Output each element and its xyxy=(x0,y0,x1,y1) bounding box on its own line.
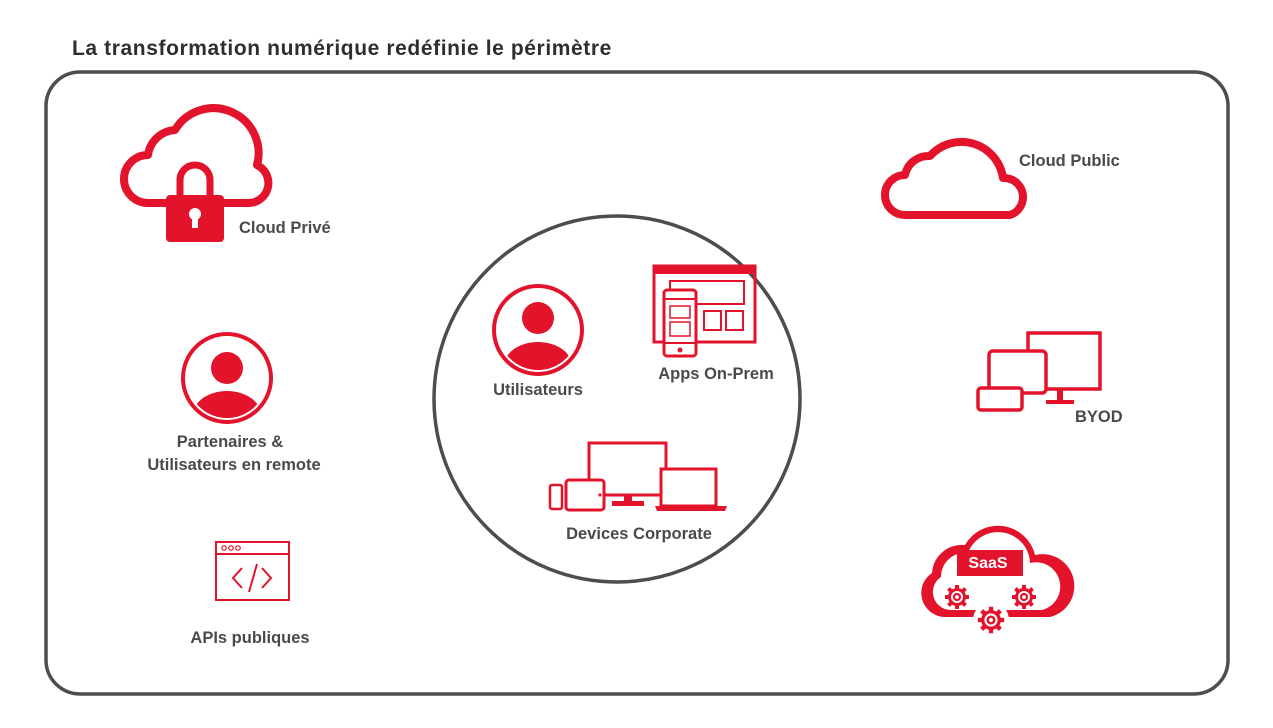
byod-devices-icon xyxy=(978,333,1100,410)
cloud-public-label: Cloud Public xyxy=(1019,152,1120,170)
saas-label: SaaS xyxy=(968,555,1008,572)
partners-label-line2: Utilisateurs en remote xyxy=(147,456,321,474)
user-avatar-icon xyxy=(183,334,271,439)
cloud-private-label: Cloud Privé xyxy=(239,219,331,237)
code-window-icon xyxy=(216,542,289,600)
web-app-icon xyxy=(654,266,755,356)
saas-cloud-gears-icon xyxy=(921,526,1074,638)
cloud-icon xyxy=(885,142,1023,215)
byod-label: BYOD xyxy=(1075,408,1123,426)
apis-label: APIs publiques xyxy=(190,629,310,647)
partners-label-line1: Partenaires & xyxy=(176,433,284,451)
multi-device-icon xyxy=(550,443,727,511)
apps-label: Apps On-Prem xyxy=(658,365,774,383)
users-avatar-icon xyxy=(494,286,582,390)
page-title: La transformation numérique redéfinie le périmètre xyxy=(72,37,612,60)
users-label: Utilisateurs xyxy=(493,381,583,399)
devices-label: Devices Corporate xyxy=(566,525,712,543)
